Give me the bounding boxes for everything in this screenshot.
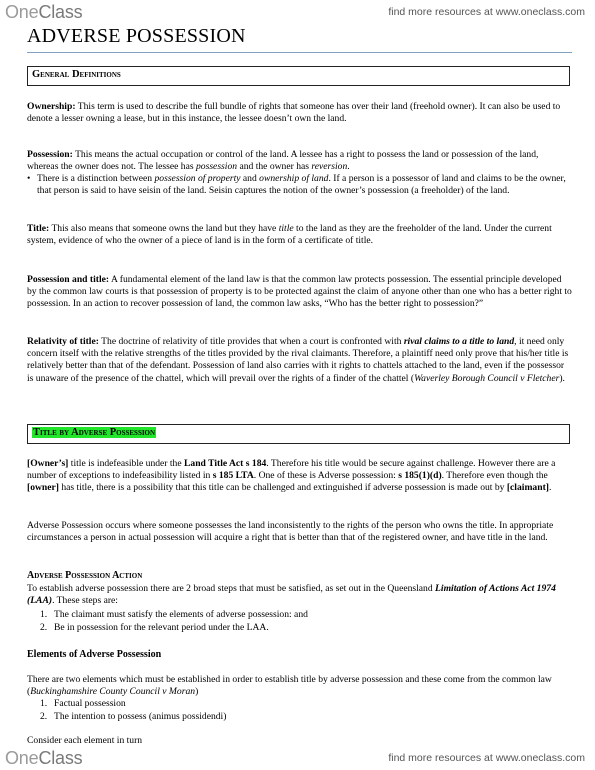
list-item: 2. Be in possession for the relevant period under the LAA. [40,622,269,633]
logo-class-text: Class [38,748,83,768]
ownership-paragraph: Ownership: This term is used to describe the full bundle of rights that someone has over their land (freehold owner). It can also be used to denote a lesser owning a lease, but in this instance, the lessee doesn’t own the land. [27,101,561,125]
subheading-elements: Elements of Adverse Possession [27,649,162,660]
list-item [27,173,572,213]
title-rule [27,52,572,53]
footer-tagline[interactable]: find more resources at www.oneclass.com [388,752,585,764]
term-label: Possession: [27,149,73,160]
document-title: ADVERSE POSSESSION [27,25,246,47]
header-tagline[interactable]: find more resources at www.oneclass.com [388,6,585,18]
term-label: Relativity of title: [27,336,99,347]
section-box-title-by-adverse-possession [27,424,570,444]
logo-one-text: One [5,748,39,768]
closing-line: Consider each element in turn [27,735,143,746]
page-header [0,0,595,24]
owners-title-paragraph: [Owner’s] title is indefeasible under the Land Title Act s 184. Therefore his title would be secure against challenge. However there are a number of exceptions to indefeasibility listed in s 185 LTA. One of these is Adverse possession: s 185(1)(d). Therefore even though the [owner] has title, there is a possibility that this title can be challenged and extinguished if adverse possession is made out by [claimant]. [27,458,556,494]
action-intro-paragraph: To establish adverse possession there are 2 broad steps that must be satisfied, as set out in the Queensland Limitation of Actions Act 1974 (LAA). These steps are: [27,583,556,607]
possession-paragraph: Possession: This means the actual occupation or control of the land. A lessee has a right to possess the land or possession of the land, whereas the owner does not. The lessee has possession and the owner has reversion. [27,149,539,173]
section-heading [32,427,156,438]
oneclass-logo[interactable] [5,2,82,23]
subheading-action: Adverse Possession Action [27,570,143,581]
list-item: 1. Factual possession [40,698,126,709]
term-label: Title: [27,223,50,234]
adverse-possession-paragraph: Adverse Possession occurs where someone possesses the land inconsistently to the rights of the person who owns the title. In appropriate circumstances a person in actual possession will acquire a right that is better than that of the registered owner, and have title in the land. [27,520,554,544]
logo-one-text: One [5,2,39,22]
list-item: 1. The claimant must satisfy the elements of adverse possession: and [40,609,308,620]
list-item: 2. The intention to possess (animus possidendi) [40,711,227,722]
title-paragraph: Title: This also means that someone owns the land but they have title to the land as they are the freeholder of the land. Under the current system, evidence of who the owner of a piece of land is in the form of a certificate of title. [27,223,552,247]
bullet-icon: • [27,173,31,184]
possession-and-title-paragraph: Possession and title: A fundamental element of the land law is that the common law protects possession. The essential principle developed by the common law courts is that possession of property is to be protected against the claim of anyone other than one who has a better right to possession. In an action to recover possession of land, the common law asks, “Who has the better right to possession?” [27,274,572,310]
term-label: Ownership: [27,101,76,112]
section-box-general-definitions [27,66,570,86]
elements-intro-paragraph: There are two elements which must be established in order to establish title by adverse possession and these come from the common law (Buckinghamshire County Council v Moran) [27,674,552,698]
term-label: Possession and title: [27,274,110,285]
section-heading: General Definitions [32,69,121,80]
highlighted-heading: Title by Adverse Possession [33,427,156,438]
page-footer [0,748,595,770]
relativity-paragraph: Relativity of title: The doctrine of relativity of title provides that when a court is confronted with rival claims to a title to land, it need only concern itself with the relative strengths of the titles provided by the rival claimants. Therefore, a plaintiff need only prove that his/her title is relatively better than that of the defendant. Possession of land also carries with it rights to chattels attached to the land, even if the possessor is unaware of the presence of the chattel, which will prevail over the rights of a finder of the chattel (Waverley Borough Council v Fletcher). [27,336,569,384]
oneclass-logo[interactable] [5,748,82,769]
logo-class-text: Class [38,2,83,22]
bullet-text: There is a distinction between possession of property and ownership of land. If a person is a possessor of land and claims to be the owner, that person is said to have seisin of the land. Seisin captures the notion of the owner’s possession (a freeholder) of the land. [37,173,566,197]
